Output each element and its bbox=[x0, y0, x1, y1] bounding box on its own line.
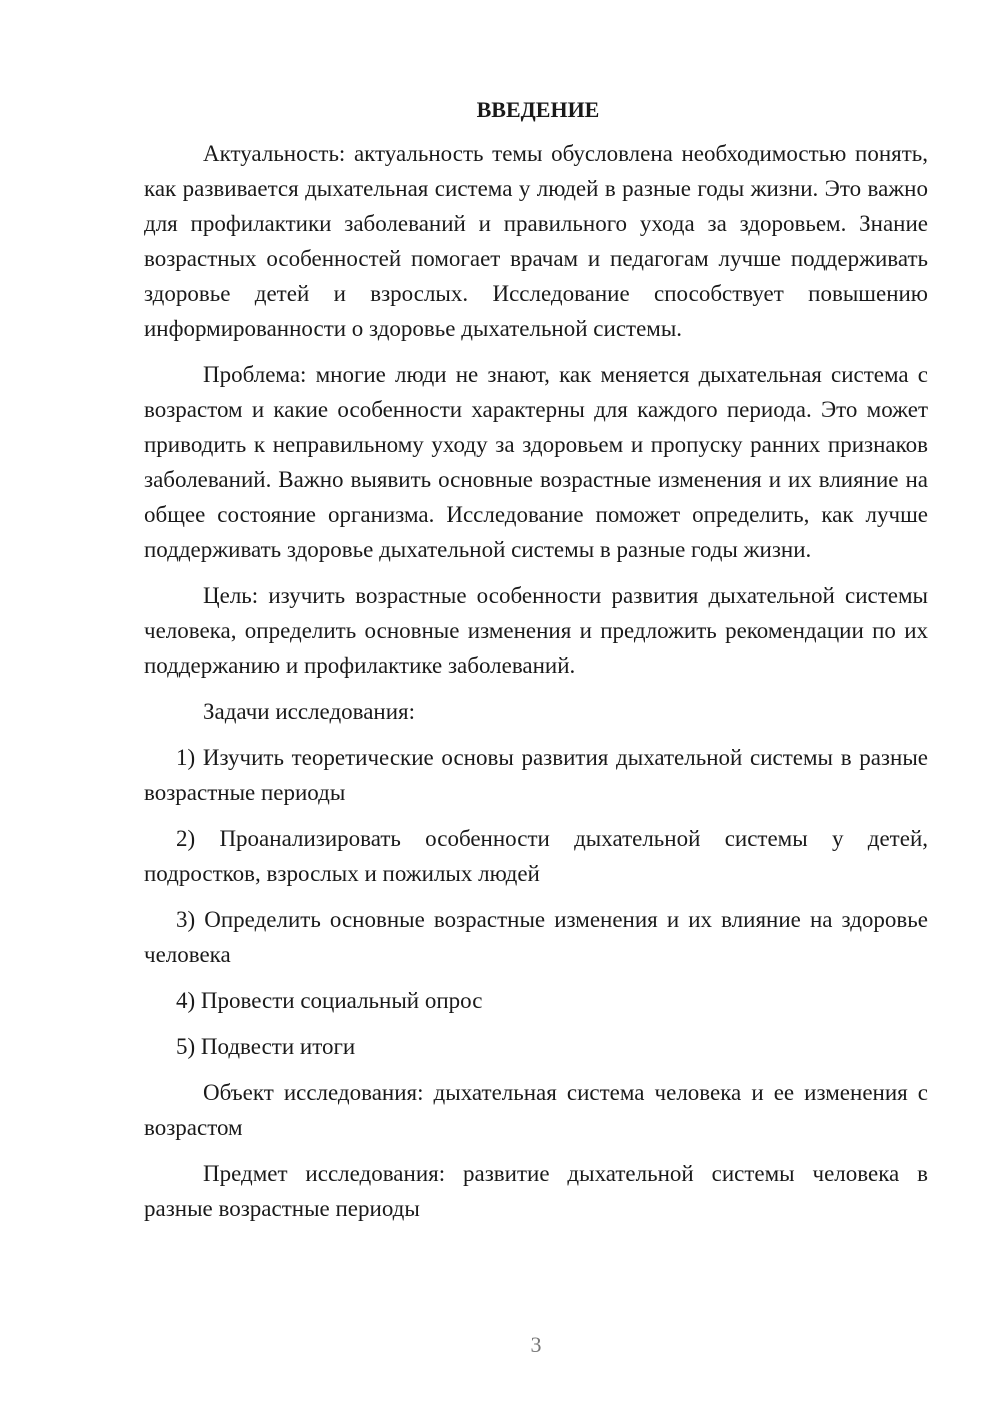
page-content bbox=[144, 90, 928, 1237]
page-number: 3 bbox=[530, 1332, 542, 1357]
goal-paragraph: Цель: изучить возрастные особенности развития дыхательной системы человека, определить основные изменения и предложить рекомендации по их поддержанию и профилактике заболеваний. bbox=[144, 583, 928, 678]
task-item: 4) Провести социальный опрос bbox=[176, 988, 483, 1013]
tasks-heading: Задачи исследования: bbox=[203, 699, 416, 724]
page-title: ВВЕДЕНИЕ bbox=[476, 97, 600, 122]
object-paragraph: Объект исследования: дыхательная система человека и ее изменения с возрастом bbox=[144, 1080, 928, 1140]
subject-paragraph: Предмет исследования: развитие дыхательной системы человека в разные возрастные периоды bbox=[144, 1161, 928, 1221]
task-item: 5) Подвести итоги bbox=[176, 1034, 356, 1059]
task-item: 2) Проанализировать особенности дыхательной системы у детей, подростков, взрослых и пожилых людей bbox=[144, 826, 928, 886]
task-item: 3) Определить основные возрастные изменения и их влияние на здоровье человека bbox=[144, 907, 928, 967]
task-item: 1) Изучить теоретические основы развития дыхательной системы в разные возрастные периоды bbox=[144, 745, 928, 805]
problem-paragraph: Проблема: многие люди не знают, как меняется дыхательная система с возрастом и какие особенности характерны для каждого периода. Это может приводить к неправильному уходу за здоровьем и пропуску ранних признаков заболеваний. Важно выявить основные возрастные изменения и их влияние на общее состояние организма. Исследование поможет определить, как лучше поддерживать здоровье дыхательной системы в разные годы жизни. bbox=[144, 362, 928, 562]
relevance-paragraph: Актуальность: актуальность темы обусловлена необходимостью понять, как развивается дыхательная система у людей в разные годы жизни. Это важно для профилактики заболеваний и правильного ухода за здоровьем. Знание возрастных особенностей помогает врачам и педагогам лучше поддерживать здоровье детей и взрослых. Исследование способствует повышению информированности о здоровье дыхательной системы. bbox=[144, 141, 928, 341]
